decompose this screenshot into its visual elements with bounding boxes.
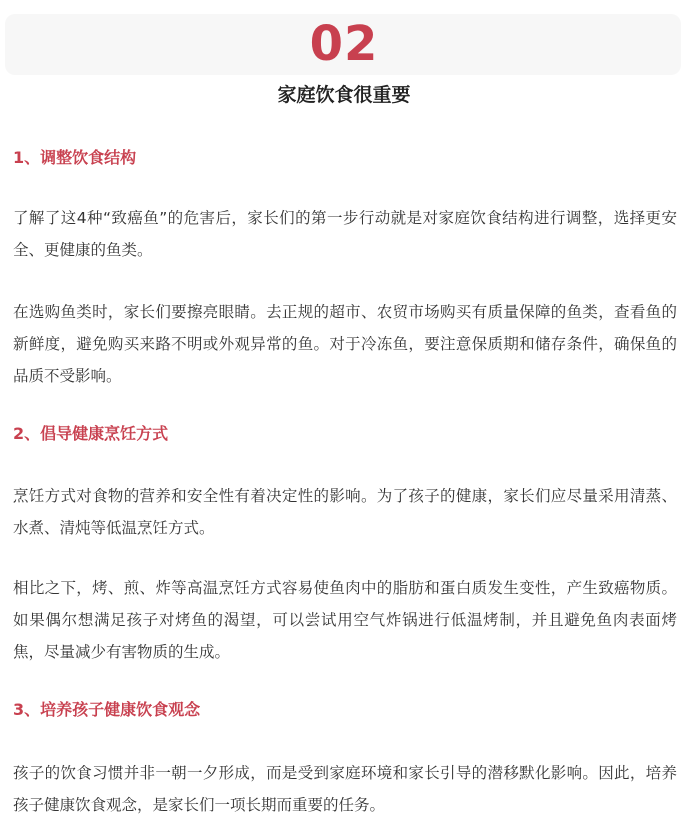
paragraph-2-2: 相比之下，烤、煎、炸等高温烹饪方式容易使鱼肉中的脂肪和蛋白质发生变性，产生致癌物质。如果偶尔想满足孩子对烤鱼的渴望，可以尝试用空气炸锅进行低温烤制，并且避免鱼肉表面烤焦，尽量减少有害物质的生成。 (13, 579, 677, 661)
paragraph-2-1: 烹饪方式对食物的营养和安全性有着决定性的影响。为了孩子的健康，家长们应尽量采用清蒸、水煮、清炖等低温烹饪方式。 (13, 487, 677, 537)
page-title: 家庭饮食很重要 (277, 84, 411, 106)
paragraph-1-2: 在选购鱼类时，家长们要擦亮眼睛。去正规的超市、农贸市场购买有质量保障的鱼类，查看鱼的新鲜度，避免购买来路不明或外观异常的鱼。对于冷冻鱼，要注意保质期和储存条件，确保鱼的品质不受影响。 (13, 303, 677, 385)
paragraph-1-1: 了解了这4种“致癌鱼”的危害后，家长们的第一步行动就是对家庭饮食结构进行调整，选择更安全、更健康的鱼类。 (13, 209, 677, 259)
section-heading-3: 3、培养孩子健康饮食观念 (13, 700, 201, 719)
section-heading-2: 2、倡导健康烹饪方式 (13, 424, 169, 443)
section-number: 02 (309, 16, 379, 72)
paragraph-3-1: 孩子的饮食习惯并非一朝一夕形成，而是受到家庭环境和家长引导的潜移默化影响。因此，培养孩子健康饮食观念，是家长们一项长期而重要的任务。 (13, 764, 677, 814)
section-heading-1: 1、调整饮食结构 (13, 148, 137, 167)
